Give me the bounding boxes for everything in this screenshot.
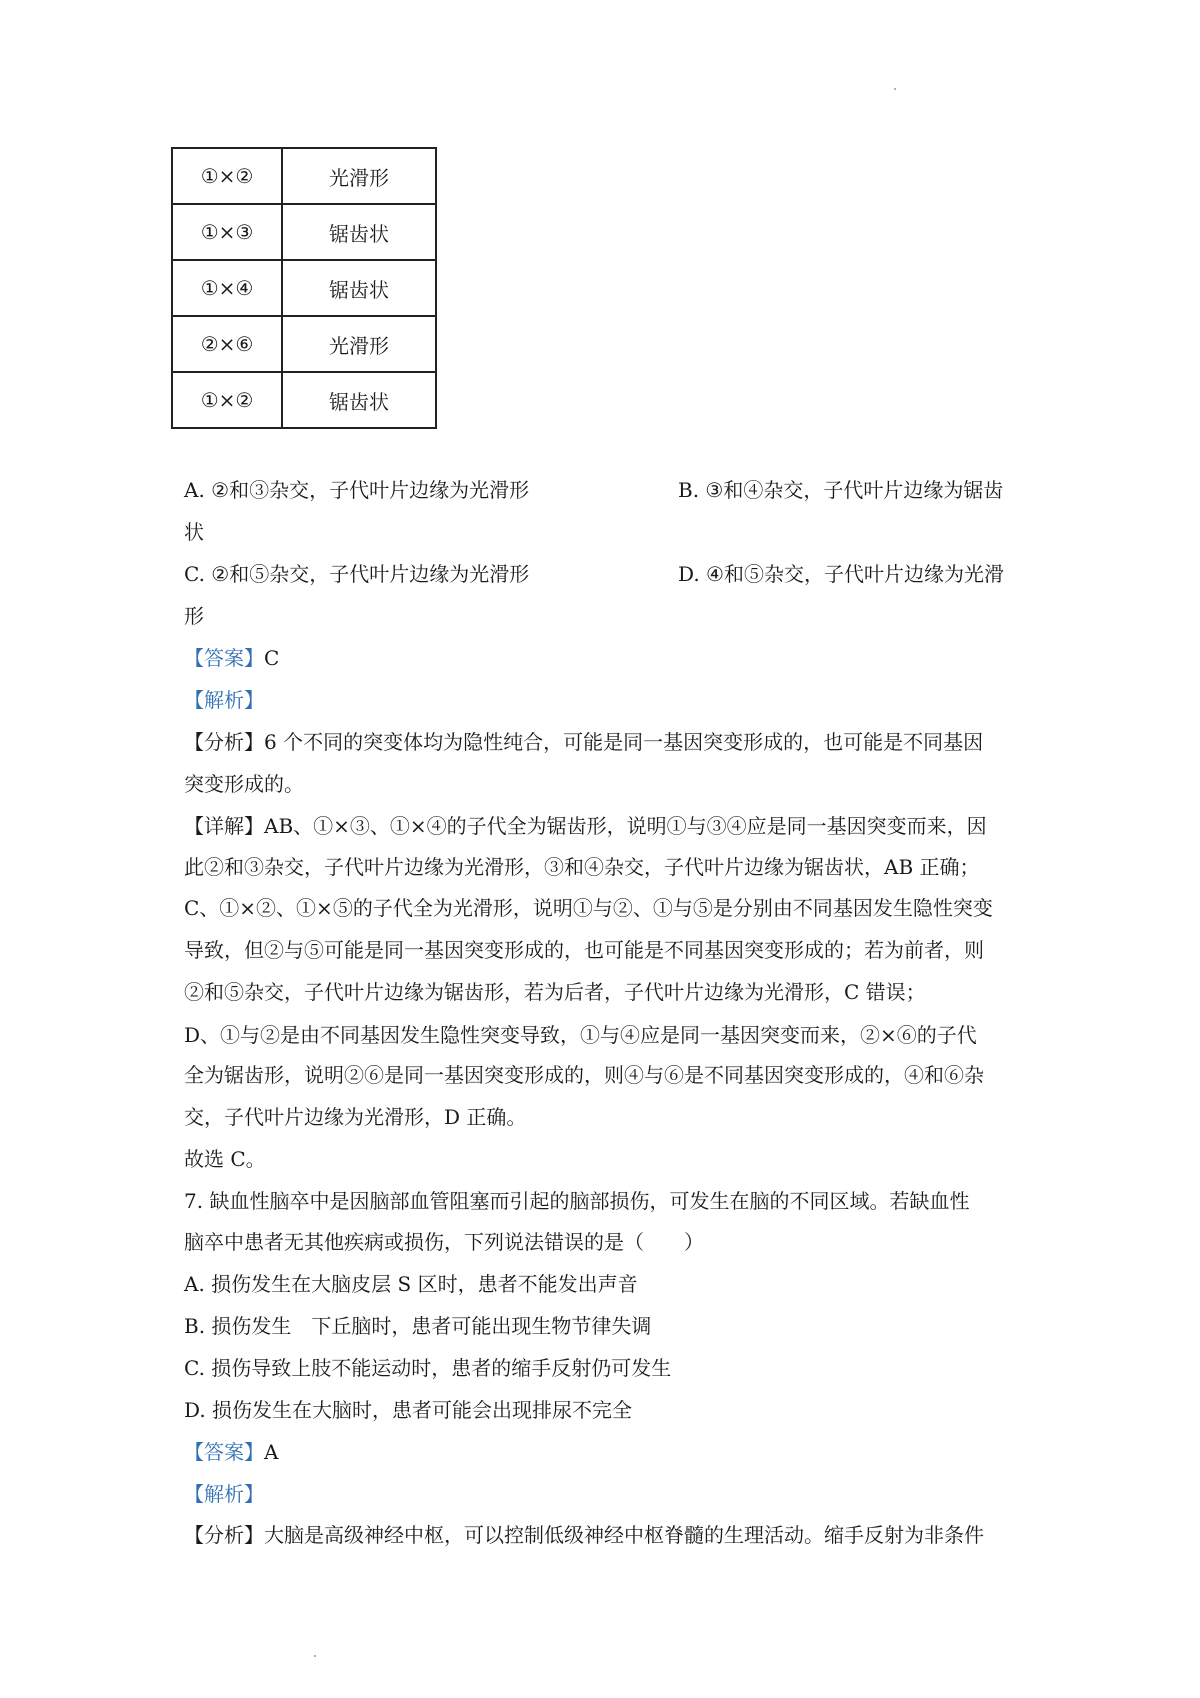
cross-cell: ①×② (172, 148, 282, 204)
q7-option-c: C. 损伤导致上肢不能运动时，患者的缩手反射仍可发生 (184, 1356, 672, 1380)
q7-stem-line: 脑卒中患者无其他疾病或损伤，下列说法错误的是（ ） (184, 1230, 704, 1254)
q6-option-b: B. ③和④杂交，子代叶片边缘为锯齿 (678, 478, 1004, 502)
q7-stem-line: 7. 缺血性脑卒中是因脑部血管阻塞而引起的脑部损伤，可发生在脑的不同区域。若缺血性 (184, 1189, 970, 1213)
result-cell: 光滑形 (282, 316, 436, 372)
q6-option-a: A. ②和③杂交，子代叶片边缘为光滑形 (184, 478, 530, 502)
q7-fenxi-line: 【分析】大脑是高级神经中枢，可以控制低级神经中枢脊髓的生理活动。缩手反射为非条件 (184, 1523, 984, 1547)
q7-answer (184, 1439, 278, 1465)
q6-detail-line: 故选 C。 (184, 1147, 266, 1171)
cross-result-table (171, 147, 437, 429)
answer-value: C (264, 646, 280, 670)
table-row (172, 148, 436, 204)
result-cell: 光滑形 (282, 148, 436, 204)
table-row (172, 372, 436, 428)
q6-analysis-tag: 【解析】 (184, 688, 264, 712)
result-cell: 锯齿状 (282, 204, 436, 260)
answer-tag: 【答案】 (184, 646, 264, 670)
page-mark-bottom (314, 1655, 316, 1657)
q6-option-d: D. ④和⑤杂交，子代叶片边缘为光滑 (678, 562, 1004, 586)
answer-value: A (264, 1440, 279, 1464)
cross-cell: ①×④ (172, 260, 282, 316)
q6-fenxi-line: 突变形成的。 (184, 772, 304, 796)
q7-option-b: B. 损伤发生 下丘脑时，患者可能出现生物节律失调 (184, 1314, 652, 1338)
q6-detail-line: 交，子代叶片边缘为光滑形，D 正确。 (184, 1105, 527, 1129)
q6-option-c: C. ②和⑤杂交，子代叶片边缘为光滑形 (184, 562, 530, 586)
cross-cell: ①×② (172, 372, 282, 428)
q6-detail-line: 此②和③杂交，子代叶片边缘为光滑形，③和④杂交，子代叶片边缘为锯齿状，AB 正确； (184, 855, 980, 879)
q7-option-a: A. 损伤发生在大脑皮层 S 区时，患者不能发出声音 (184, 1272, 638, 1296)
q7-analysis-tag: 【解析】 (184, 1482, 264, 1506)
table-row (172, 316, 436, 372)
q6-fenxi-line: 【分析】6 个不同的突变体均为隐性纯合，可能是同一基因突变形成的，也可能是不同基因 (184, 730, 984, 754)
q6-detail-line: 【详解】AB、①×③、①×④的子代全为锯齿形，说明①与③④应是同一基因突变而来，因 (184, 814, 987, 838)
q6-detail-line: 导致，但②与⑤可能是同一基因突变形成的，也可能是不同基因突变形成的；若为前者，则 (184, 938, 984, 962)
q7-option-d: D. 损伤发生在大脑时，患者可能会出现排尿不完全 (184, 1398, 633, 1422)
page-mark-top (894, 88, 896, 90)
q6-detail-line: D、①与②是由不同基因发生隐性突变导致，①与④应是同一基因突变而来，②×⑥的子代 (184, 1023, 977, 1047)
result-cell: 锯齿状 (282, 260, 436, 316)
cross-cell: ②×⑥ (172, 316, 282, 372)
table-row (172, 204, 436, 260)
q6-option-d-wrap: 形 (184, 604, 204, 628)
q6-answer (184, 645, 279, 671)
q6-option-b-wrap: 状 (184, 520, 204, 544)
cross-cell: ①×③ (172, 204, 282, 260)
answer-tag: 【答案】 (184, 1440, 264, 1464)
result-cell: 锯齿状 (282, 372, 436, 428)
table-row (172, 260, 436, 316)
q6-detail-line: ②和⑤杂交，子代叶片边缘为锯齿形，若为后者，子代叶片边缘为光滑形，C 错误； (184, 980, 926, 1004)
q6-detail-line: C、①×②、①×⑤的子代全为光滑形，说明①与②、①与⑤是分别由不同基因发生隐性突变 (184, 896, 993, 920)
q6-detail-line: 全为锯齿形，说明②⑥是同一基因突变形成的，则④与⑥是不同基因突变形成的，④和⑥杂 (184, 1063, 984, 1087)
